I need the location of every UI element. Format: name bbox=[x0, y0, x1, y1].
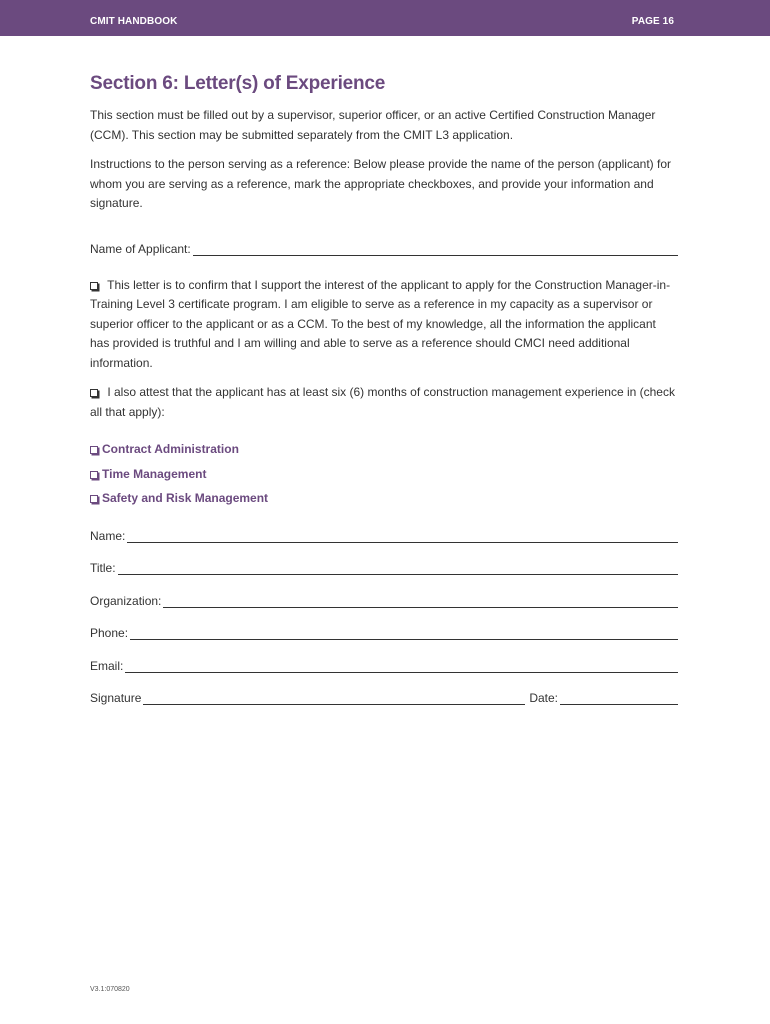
name-label: Name: bbox=[90, 528, 126, 543]
date-line[interactable] bbox=[560, 691, 678, 705]
instructions-paragraph: Instructions to the person serving as a reference: Below please provide the name of the person (applicant) for whom you are serving as a reference, mark the appropriate checkboxes, and provide your information and signature. bbox=[90, 157, 671, 210]
phone-line[interactable] bbox=[130, 626, 678, 640]
page-header bbox=[0, 0, 770, 36]
name-line[interactable] bbox=[127, 529, 678, 543]
applicant-name-label: Name of Applicant: bbox=[90, 241, 191, 256]
option-label: Safety and Risk Management bbox=[102, 491, 269, 505]
time-management-checkbox[interactable] bbox=[90, 471, 98, 479]
option-safety-risk-management bbox=[90, 489, 678, 514]
section-title: Section 6: Letter(s) of Experience bbox=[90, 73, 386, 94]
organization-line[interactable] bbox=[163, 594, 678, 608]
phone-field bbox=[90, 625, 678, 641]
title-line[interactable] bbox=[118, 561, 678, 575]
confirm-text: This letter is to confirm that I support the interest of the applicant to apply for the Construction Manager-in-Training Level 3 certificate program. I am eligible to serve as a reference in my capacity as a supervisor or superior officer to the applicant or as a CCM. To the best of my knowledge, all the information the applicant has provided is truthful and I am willing and able to serve as a reference should CMCI need additional information. bbox=[90, 277, 671, 370]
safety-risk-management-checkbox[interactable] bbox=[90, 495, 98, 503]
title-label: Title: bbox=[90, 561, 116, 575]
option-contract-administration bbox=[90, 440, 678, 465]
option-label: Time Management bbox=[102, 466, 207, 481]
title-field bbox=[90, 560, 678, 576]
name-field bbox=[90, 528, 678, 544]
form-content bbox=[90, 73, 678, 723]
signature-field bbox=[90, 690, 678, 706]
attest-text: I also attest that the applicant has at least six (6) months of construction management experience in (check all that apply): bbox=[90, 385, 675, 419]
phone-label: Phone: bbox=[90, 626, 129, 640]
attest-checkbox[interactable] bbox=[90, 389, 98, 397]
organization-field bbox=[90, 593, 678, 609]
attest-statement bbox=[90, 383, 678, 422]
confirm-statement bbox=[90, 276, 678, 374]
contract-administration-checkbox[interactable] bbox=[90, 446, 98, 454]
version-footer: V3.1:070820 bbox=[90, 986, 130, 993]
confirm-checkbox[interactable] bbox=[90, 282, 98, 290]
applicant-name-line[interactable] bbox=[193, 242, 678, 256]
option-label: Contract Administration bbox=[102, 442, 239, 456]
date-label: Date: bbox=[529, 691, 558, 705]
intro-paragraph: This section must be filled out by a supervisor, superior officer, or an active Certified Construction Manager (CCM). This section may be submitted separately from the CMIT L3 application. bbox=[90, 108, 656, 142]
applicant-name-field bbox=[90, 241, 678, 257]
email-line[interactable] bbox=[125, 659, 678, 673]
handbook-title: CMIT HANDBOOK bbox=[90, 16, 178, 27]
organization-label: Organization: bbox=[90, 593, 162, 608]
option-time-management bbox=[90, 465, 678, 490]
signature-label: Signature bbox=[90, 691, 142, 705]
page-number: PAGE 16 bbox=[631, 16, 674, 27]
email-field bbox=[90, 658, 678, 674]
signature-line[interactable] bbox=[143, 691, 525, 705]
email-label: Email: bbox=[90, 658, 124, 673]
